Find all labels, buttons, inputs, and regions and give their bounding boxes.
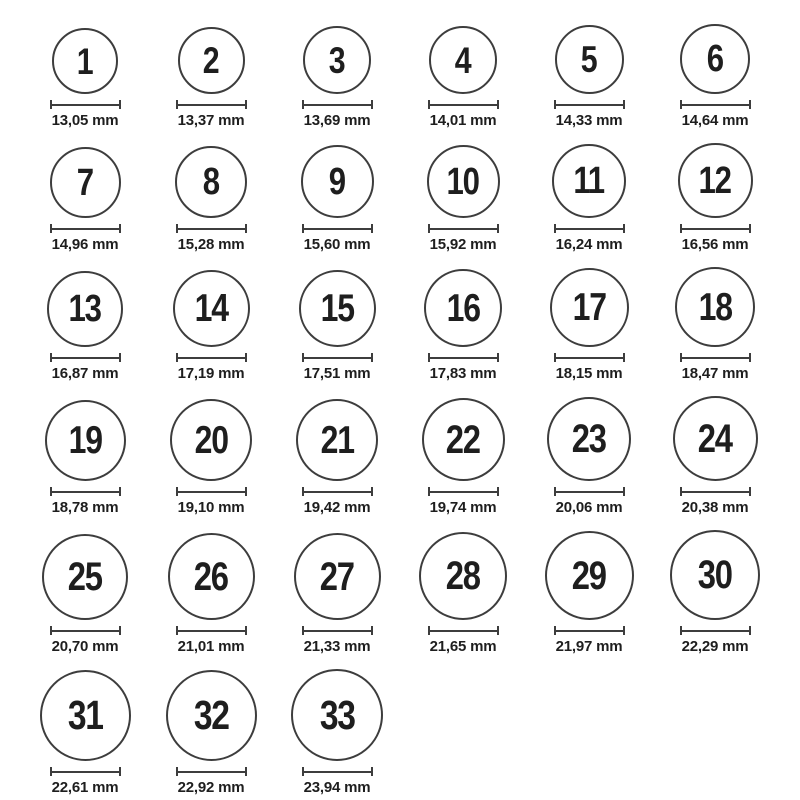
ring-circle xyxy=(294,533,381,620)
measure-line xyxy=(554,357,625,359)
measure-line xyxy=(50,357,121,359)
ring-size-item xyxy=(274,533,400,655)
diameter-measure-bracket xyxy=(302,626,373,635)
measure-line xyxy=(680,491,751,493)
diameter-measure-bracket xyxy=(554,100,625,109)
diameter-measure-bracket xyxy=(554,353,625,362)
diameter-label: 20,06 mm xyxy=(555,499,623,516)
measure-line xyxy=(680,104,751,106)
ring-circle xyxy=(673,396,758,481)
measure-line xyxy=(176,630,247,632)
ring-size-item xyxy=(526,144,652,253)
ring-size-item xyxy=(148,146,274,253)
ring-size-item xyxy=(274,26,400,129)
diameter-label: 20,70 mm xyxy=(51,638,119,655)
ring-circle xyxy=(303,26,371,94)
diameter-measure-bracket xyxy=(50,353,121,362)
ring-circle xyxy=(299,270,376,347)
ring-size-number: 4 xyxy=(455,39,471,81)
ring-size-number: 33 xyxy=(319,691,355,738)
measure-line xyxy=(302,357,373,359)
diameter-label: 17,51 mm xyxy=(303,365,371,382)
measure-line xyxy=(50,228,121,230)
measure-line xyxy=(680,357,751,359)
diameter-label: 15,92 mm xyxy=(429,236,497,253)
diameter-measure-bracket xyxy=(302,487,373,496)
measure-line xyxy=(302,630,373,632)
diameter-label: 13,69 mm xyxy=(303,112,371,129)
ring-circle xyxy=(166,670,257,761)
ring-circle xyxy=(52,28,118,94)
ring-size-number: 26 xyxy=(193,554,229,599)
measure-line xyxy=(50,771,121,773)
diameter-label: 18,78 mm xyxy=(51,499,119,516)
ring-size-number: 20 xyxy=(194,418,228,462)
ring-circle xyxy=(678,143,753,218)
ring-size-item xyxy=(148,27,274,129)
measure-tick xyxy=(623,100,625,109)
measure-tick xyxy=(371,767,373,776)
ring-circle xyxy=(429,26,497,94)
diameter-measure-bracket xyxy=(50,100,121,109)
ring-size-number: 11 xyxy=(573,160,605,202)
measure-tick xyxy=(119,224,121,233)
diameter-measure-bracket xyxy=(302,353,373,362)
ring-size-number: 9 xyxy=(328,160,346,203)
diameter-label: 14,01 mm xyxy=(429,112,497,129)
measure-tick xyxy=(371,353,373,362)
measure-tick xyxy=(497,353,499,362)
ring-size-item xyxy=(22,400,148,516)
ring-circle xyxy=(175,146,247,218)
measure-line xyxy=(428,491,499,493)
ring-size-number: 1 xyxy=(77,40,93,82)
diameter-label: 14,96 mm xyxy=(51,236,119,253)
diameter-measure-bracket xyxy=(176,487,247,496)
measure-tick xyxy=(119,767,121,776)
ring-size-item xyxy=(148,533,274,655)
ring-size-number: 5 xyxy=(581,39,597,80)
ring-size-item xyxy=(148,399,274,516)
diameter-label: 21,33 mm xyxy=(303,638,371,655)
ring-size-item xyxy=(148,670,274,796)
ring-size-item xyxy=(22,147,148,253)
ring-size-item xyxy=(400,26,526,129)
ring-circle xyxy=(45,400,126,481)
diameter-label: 19,74 mm xyxy=(429,499,497,516)
diameter-measure-bracket xyxy=(680,353,751,362)
measure-line xyxy=(50,491,121,493)
diameter-label: 23,94 mm xyxy=(303,779,371,796)
ring-size-number: 6 xyxy=(706,38,724,80)
diameter-measure-bracket xyxy=(176,353,247,362)
ring-size-number: 31 xyxy=(67,692,103,738)
ring-circle xyxy=(173,270,250,347)
diameter-label: 18,47 mm xyxy=(681,365,749,382)
ring-size-item xyxy=(526,531,652,655)
ring-size-number: 8 xyxy=(202,161,220,203)
diameter-measure-bracket xyxy=(428,353,499,362)
measure-line xyxy=(428,357,499,359)
ring-size-number: 30 xyxy=(697,553,733,597)
diameter-measure-bracket xyxy=(302,224,373,233)
diameter-measure-bracket xyxy=(428,224,499,233)
measure-line xyxy=(176,357,247,359)
diameter-label: 15,60 mm xyxy=(303,236,371,253)
diameter-label: 20,38 mm xyxy=(681,499,749,516)
measure-tick xyxy=(623,353,625,362)
measure-tick xyxy=(623,224,625,233)
diameter-measure-bracket xyxy=(554,626,625,635)
measure-tick xyxy=(245,626,247,635)
diameter-measure-bracket xyxy=(428,626,499,635)
measure-line xyxy=(176,228,247,230)
measure-tick xyxy=(371,487,373,496)
ring-circle xyxy=(291,669,383,761)
diameter-label: 14,64 mm xyxy=(681,112,749,129)
ring-size-number: 19 xyxy=(68,419,102,462)
measure-line xyxy=(302,104,373,106)
ring-size-number: 16 xyxy=(446,286,480,330)
measure-line xyxy=(554,228,625,230)
diameter-measure-bracket xyxy=(302,767,373,776)
ring-circle xyxy=(550,268,629,347)
ring-size-item xyxy=(526,25,652,129)
measure-tick xyxy=(245,100,247,109)
diameter-measure-bracket xyxy=(176,767,247,776)
diameter-label: 13,05 mm xyxy=(51,112,119,129)
measure-tick xyxy=(371,626,373,635)
measure-tick xyxy=(497,224,499,233)
diameter-label: 17,83 mm xyxy=(429,365,497,382)
ring-size-number: 2 xyxy=(203,40,219,81)
ring-size-item xyxy=(274,145,400,253)
ring-size-item xyxy=(526,268,652,382)
ring-circle xyxy=(40,670,131,761)
ring-size-number: 3 xyxy=(329,39,345,81)
diameter-measure-bracket xyxy=(680,224,751,233)
ring-size-number: 14 xyxy=(194,287,228,330)
measure-line xyxy=(680,228,751,230)
diameter-measure-bracket xyxy=(50,487,121,496)
diameter-label: 21,65 mm xyxy=(429,638,497,655)
measure-tick xyxy=(245,487,247,496)
measure-tick xyxy=(749,100,751,109)
measure-tick xyxy=(623,487,625,496)
ring-size-item xyxy=(274,399,400,516)
ring-size-item xyxy=(400,145,526,253)
ring-size-item xyxy=(22,534,148,655)
ring-circle xyxy=(42,534,128,620)
measure-tick xyxy=(749,487,751,496)
measure-tick xyxy=(119,487,121,496)
measure-tick xyxy=(245,224,247,233)
measure-line xyxy=(176,491,247,493)
measure-tick xyxy=(749,224,751,233)
ring-size-item xyxy=(22,271,148,382)
diameter-measure-bracket xyxy=(554,487,625,496)
diameter-label: 16,87 mm xyxy=(51,365,119,382)
ring-size-item xyxy=(400,269,526,382)
ring-circle xyxy=(178,27,245,94)
measure-tick xyxy=(119,626,121,635)
ring-size-item xyxy=(274,270,400,382)
ring-size-item xyxy=(22,28,148,129)
measure-line xyxy=(680,630,751,632)
measure-line xyxy=(302,491,373,493)
ring-size-item xyxy=(652,267,778,382)
measure-tick xyxy=(497,100,499,109)
ring-circle xyxy=(427,145,500,218)
measure-line xyxy=(554,491,625,493)
diameter-label: 17,19 mm xyxy=(177,365,245,382)
ring-size-item xyxy=(400,532,526,655)
measure-tick xyxy=(119,100,121,109)
chart-row xyxy=(22,669,778,796)
ring-size-item xyxy=(274,669,400,796)
measure-line xyxy=(50,104,121,106)
ring-circle xyxy=(168,533,255,620)
ring-circle xyxy=(555,25,624,94)
diameter-measure-bracket xyxy=(554,224,625,233)
diameter-measure-bracket xyxy=(176,626,247,635)
measure-line xyxy=(302,228,373,230)
ring-size-item xyxy=(148,270,274,382)
ring-circle xyxy=(47,271,123,347)
diameter-measure-bracket xyxy=(680,626,751,635)
measure-tick xyxy=(749,353,751,362)
diameter-label: 15,28 mm xyxy=(177,236,245,253)
ring-circle xyxy=(424,269,502,347)
measure-tick xyxy=(497,487,499,496)
diameter-measure-bracket xyxy=(50,767,121,776)
diameter-label: 16,24 mm xyxy=(555,236,623,253)
diameter-label: 22,92 mm xyxy=(177,779,245,796)
diameter-measure-bracket xyxy=(176,100,247,109)
ring-size-number: 13 xyxy=(68,288,102,330)
measure-tick xyxy=(497,626,499,635)
measure-line xyxy=(554,104,625,106)
ring-size-item xyxy=(652,396,778,516)
ring-circle xyxy=(422,398,505,481)
diameter-label: 19,10 mm xyxy=(177,499,245,516)
chart-row xyxy=(22,24,778,129)
ring-size-item xyxy=(652,530,778,655)
measure-tick xyxy=(245,767,247,776)
diameter-measure-bracket xyxy=(428,487,499,496)
ring-circle xyxy=(552,144,626,218)
measure-line xyxy=(50,630,121,632)
diameter-label: 22,29 mm xyxy=(681,638,749,655)
ring-size-number: 10 xyxy=(446,160,480,203)
measure-tick xyxy=(371,224,373,233)
measure-line xyxy=(428,104,499,106)
measure-line xyxy=(428,630,499,632)
measure-line xyxy=(176,104,247,106)
diameter-measure-bracket xyxy=(176,224,247,233)
measure-tick xyxy=(749,626,751,635)
ring-size-item xyxy=(400,398,526,516)
measure-line xyxy=(428,228,499,230)
diameter-label: 14,33 mm xyxy=(555,112,623,129)
chart-row xyxy=(22,143,778,253)
measure-line xyxy=(554,630,625,632)
ring-circle xyxy=(675,267,755,347)
ring-size-number: 32 xyxy=(193,692,229,738)
measure-tick xyxy=(371,100,373,109)
ring-size-number: 17 xyxy=(572,286,606,329)
diameter-label: 22,61 mm xyxy=(51,779,119,796)
diameter-label: 21,97 mm xyxy=(555,638,623,655)
diameter-measure-bracket xyxy=(50,626,121,635)
ring-size-number: 15 xyxy=(320,287,354,330)
diameter-label: 18,15 mm xyxy=(555,365,623,382)
diameter-label: 19,42 mm xyxy=(303,499,371,516)
ring-size-item xyxy=(652,24,778,129)
ring-size-number: 18 xyxy=(698,285,732,329)
ring-circle xyxy=(170,399,252,481)
measure-tick xyxy=(119,353,121,362)
ring-size-number: 21 xyxy=(320,418,354,462)
ring-circle xyxy=(670,530,760,620)
chart-row xyxy=(22,530,778,655)
ring-size-number: 24 xyxy=(697,416,733,461)
diameter-measure-bracket xyxy=(50,224,121,233)
ring-circle xyxy=(301,145,374,218)
ring-size-item xyxy=(22,670,148,796)
ring-circle xyxy=(547,397,631,481)
diameter-label: 13,37 mm xyxy=(177,112,245,129)
diameter-label: 16,56 mm xyxy=(681,236,749,253)
ring-circle xyxy=(419,532,507,620)
measure-line xyxy=(176,771,247,773)
ring-size-item xyxy=(526,397,652,516)
ring-size-number: 27 xyxy=(319,554,355,599)
ring-size-number: 7 xyxy=(76,161,94,204)
diameter-measure-bracket xyxy=(680,487,751,496)
diameter-measure-bracket xyxy=(428,100,499,109)
ring-size-number: 25 xyxy=(67,555,103,599)
ring-circle xyxy=(680,24,750,94)
ring-circle xyxy=(50,147,121,218)
chart-row xyxy=(22,396,778,516)
ring-size-number: 28 xyxy=(445,554,481,598)
diameter-measure-bracket xyxy=(680,100,751,109)
ring-size-item xyxy=(652,143,778,253)
diameter-measure-bracket xyxy=(302,100,373,109)
ring-circle xyxy=(296,399,378,481)
ring-circle xyxy=(545,531,634,620)
ring-size-number: 29 xyxy=(571,553,607,598)
ring-size-number: 12 xyxy=(698,159,732,202)
ring-size-number: 22 xyxy=(445,417,481,462)
chart-row xyxy=(22,267,778,382)
measure-tick xyxy=(245,353,247,362)
ring-size-number: 23 xyxy=(571,417,607,461)
measure-tick xyxy=(623,626,625,635)
measure-line xyxy=(302,771,373,773)
diameter-label: 21,01 mm xyxy=(177,638,245,655)
